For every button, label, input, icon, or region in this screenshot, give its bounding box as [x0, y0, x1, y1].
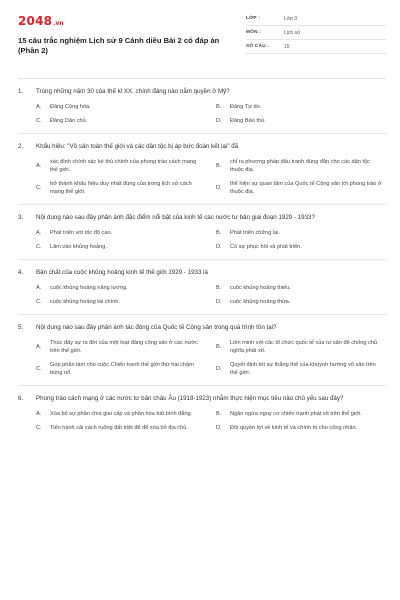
option-letter: D.	[216, 299, 222, 305]
question-body: Trong những năm 30 của thế kỉ XX, chính đảng nào nắm quyền ở Mỹ?	[36, 88, 230, 95]
option-a[interactable]	[36, 158, 206, 174]
question-body: Khẩu hiệu: "Vô sản toàn thế giới và các dân tộc bị áp bức đoàn kết lại" đã	[36, 143, 239, 150]
meta-value: 15	[284, 43, 290, 50]
option-list	[18, 410, 386, 432]
option-letter: C.	[36, 185, 42, 191]
option-b[interactable]	[216, 410, 386, 418]
question-item	[18, 260, 386, 315]
option-list	[18, 158, 386, 196]
site-logo[interactable]	[18, 14, 238, 28]
option-list	[18, 339, 386, 377]
option-text: Có sự phục hồi và phát triển.	[230, 244, 302, 250]
option-c[interactable]	[36, 117, 206, 125]
option-d[interactable]	[216, 243, 386, 251]
question-item	[18, 315, 386, 386]
question-text	[18, 394, 386, 403]
meta-label: LỚP :	[246, 16, 261, 21]
option-text: Phát triển với tốc độ cao.	[50, 230, 113, 236]
question-text	[18, 142, 386, 151]
option-text: Đòi quyền lợi về kinh tế và chính trị cho công nhân.	[230, 425, 358, 431]
option-letter: D.	[216, 366, 222, 372]
option-list	[18, 103, 386, 125]
option-list	[18, 284, 386, 306]
header-left	[18, 10, 238, 56]
option-text: Đảng Dân chủ.	[50, 118, 88, 124]
option-letter: C.	[36, 244, 42, 250]
question-body: Phong trào cách mạng ở các nước tư bản châu Âu (1918-1923) nhằm thực hiện mục tiêu nào chủ yếu sau đây?	[36, 395, 344, 402]
option-text: xác định chính xác kẻ thù chính của phong trào cách mạng thế giới.	[50, 159, 197, 173]
option-c[interactable]	[36, 243, 206, 251]
logo-main-text: 2048	[18, 14, 53, 28]
meta-label: SỐ CÂU :	[246, 44, 270, 49]
option-text: Thúc đẩy sự ra đời của một loạt đảng cộng sản ở các nước trên thế giới.	[50, 340, 198, 354]
meta-row-subject	[246, 26, 386, 40]
option-d[interactable]	[216, 298, 386, 306]
option-b[interactable]	[216, 229, 386, 237]
option-c[interactable]	[36, 424, 206, 432]
question-text	[18, 268, 386, 277]
option-a[interactable]	[36, 103, 206, 111]
meta-info-box	[246, 12, 386, 54]
option-text: Ngăn ngừa nguy cơ chiến tranh phát xít trên thế giới.	[230, 411, 362, 417]
option-text: cuộc khủng hoảng thừa.	[230, 299, 291, 305]
option-text: Phát triển chững lại.	[230, 230, 281, 236]
option-list	[18, 229, 386, 251]
question-number: 5.	[18, 324, 24, 331]
option-b[interactable]	[216, 339, 386, 355]
option-text: chỉ ra phương pháp đấu tranh đúng đắn cho các dân tộc thuộc địa.	[230, 159, 370, 173]
document-header	[18, 10, 386, 78]
option-text: cuộc khủng hoảng năng lượng.	[50, 285, 128, 291]
option-text: Góp phần làm cho cuộc Chiến tranh thế giới thứ hai chậm bùng nổ.	[50, 362, 194, 376]
option-a[interactable]	[36, 339, 206, 355]
meta-label: MÔN :	[246, 30, 262, 35]
option-letter: C.	[36, 118, 42, 124]
option-letter: A.	[36, 230, 42, 236]
question-item	[18, 205, 386, 260]
option-text: trở thành khẩu hiệu duy nhất đúng của trong lịch sử cách mạng thế giới.	[50, 181, 192, 195]
option-text: Đảng Cộng hòa.	[50, 104, 91, 110]
logo-domain-text: .vn	[53, 20, 64, 27]
question-body: Bản chất của cuộc khủng hoảng kinh tế thế giới 1929 - 1933 là	[36, 269, 208, 276]
question-text	[18, 87, 386, 96]
option-text: Quyết định tới sự thắng thế của khuynh hướng vô sản trên thế giới.	[230, 362, 376, 376]
option-letter: C.	[36, 425, 42, 431]
option-letter: D.	[216, 425, 222, 431]
option-b[interactable]	[216, 103, 386, 111]
option-text: thể hiện sự quan tâm của Quốc tế Cộng sản tới phong trào ở thuộc địa.	[230, 181, 382, 195]
option-a[interactable]	[36, 229, 206, 237]
meta-value: Lịch sử	[284, 29, 301, 36]
title-line-2: (Phần 2)	[18, 46, 48, 55]
option-letter: B.	[216, 163, 222, 169]
option-letter: A.	[36, 285, 42, 291]
option-text: Liên minh với các tổ chức quốc tế của tư sản để chống chủ nghĩa phát xít.	[230, 340, 378, 354]
option-d[interactable]	[216, 117, 386, 125]
option-letter: B.	[216, 285, 222, 291]
option-a[interactable]	[36, 410, 206, 418]
option-letter: B.	[216, 344, 222, 350]
option-text: Xóa bỏ sự phân chia giai cấp và phân hóa bất bình đẳng.	[50, 411, 193, 417]
title-line-1: 15 câu trắc nghiệm Lịch sử 9 Cánh diều Bài 2 có đáp án	[18, 36, 220, 45]
option-d[interactable]	[216, 424, 386, 432]
question-body: Nội dung nào sau đây phản ánh tác động của Quốc tế Cộng sản trong quá trình tồn tại?	[36, 324, 277, 331]
option-c[interactable]	[36, 298, 206, 306]
question-number: 6.	[18, 395, 24, 402]
question-number: 2.	[18, 143, 24, 150]
option-letter: B.	[216, 411, 222, 417]
option-letter: A.	[36, 411, 42, 417]
question-body: Nội dung nào sau đây phản ánh đặc điểm nổi bật của kinh tế các nước tư bản giai đoạn 1929 - 1933?	[36, 214, 315, 221]
option-text: Tiến hành cải cách ruộng đất triệt để để xóa bỏ địa chủ.	[50, 425, 188, 431]
question-number: 4.	[18, 269, 24, 276]
option-d[interactable]	[216, 180, 386, 196]
option-a[interactable]	[36, 284, 206, 292]
meta-value: Lớp 9	[284, 15, 298, 22]
option-b[interactable]	[216, 284, 386, 292]
option-text: Đảng Tự do.	[230, 104, 262, 110]
option-text: cuộc khủng hoảng tài chính.	[50, 299, 120, 305]
option-text: cuộc khủng hoảng thiếu.	[230, 285, 291, 291]
question-item	[18, 79, 386, 134]
document-title	[18, 36, 238, 56]
question-number: 1.	[18, 88, 24, 95]
option-letter: A.	[36, 344, 42, 350]
question-number: 3.	[18, 214, 24, 221]
option-letter: B.	[216, 230, 222, 236]
question-item	[18, 386, 386, 440]
option-text: Đảng Bảo thủ.	[230, 118, 266, 124]
option-letter: A.	[36, 163, 42, 169]
option-letter: C.	[36, 366, 42, 372]
meta-row-class	[246, 12, 386, 26]
question-text	[18, 213, 386, 222]
option-letter: C.	[36, 299, 42, 305]
question-text	[18, 323, 386, 332]
option-letter: B.	[216, 104, 222, 110]
option-b[interactable]	[216, 158, 386, 174]
meta-row-count	[246, 40, 386, 54]
question-item	[18, 134, 386, 205]
option-c[interactable]	[36, 180, 206, 196]
option-letter: D.	[216, 244, 222, 250]
option-text: Lâm vào khủng hoảng.	[50, 244, 107, 250]
option-d[interactable]	[216, 361, 386, 377]
option-c[interactable]	[36, 361, 206, 377]
option-letter: A.	[36, 104, 42, 110]
option-letter: D.	[216, 185, 222, 191]
option-letter: D.	[216, 118, 222, 124]
